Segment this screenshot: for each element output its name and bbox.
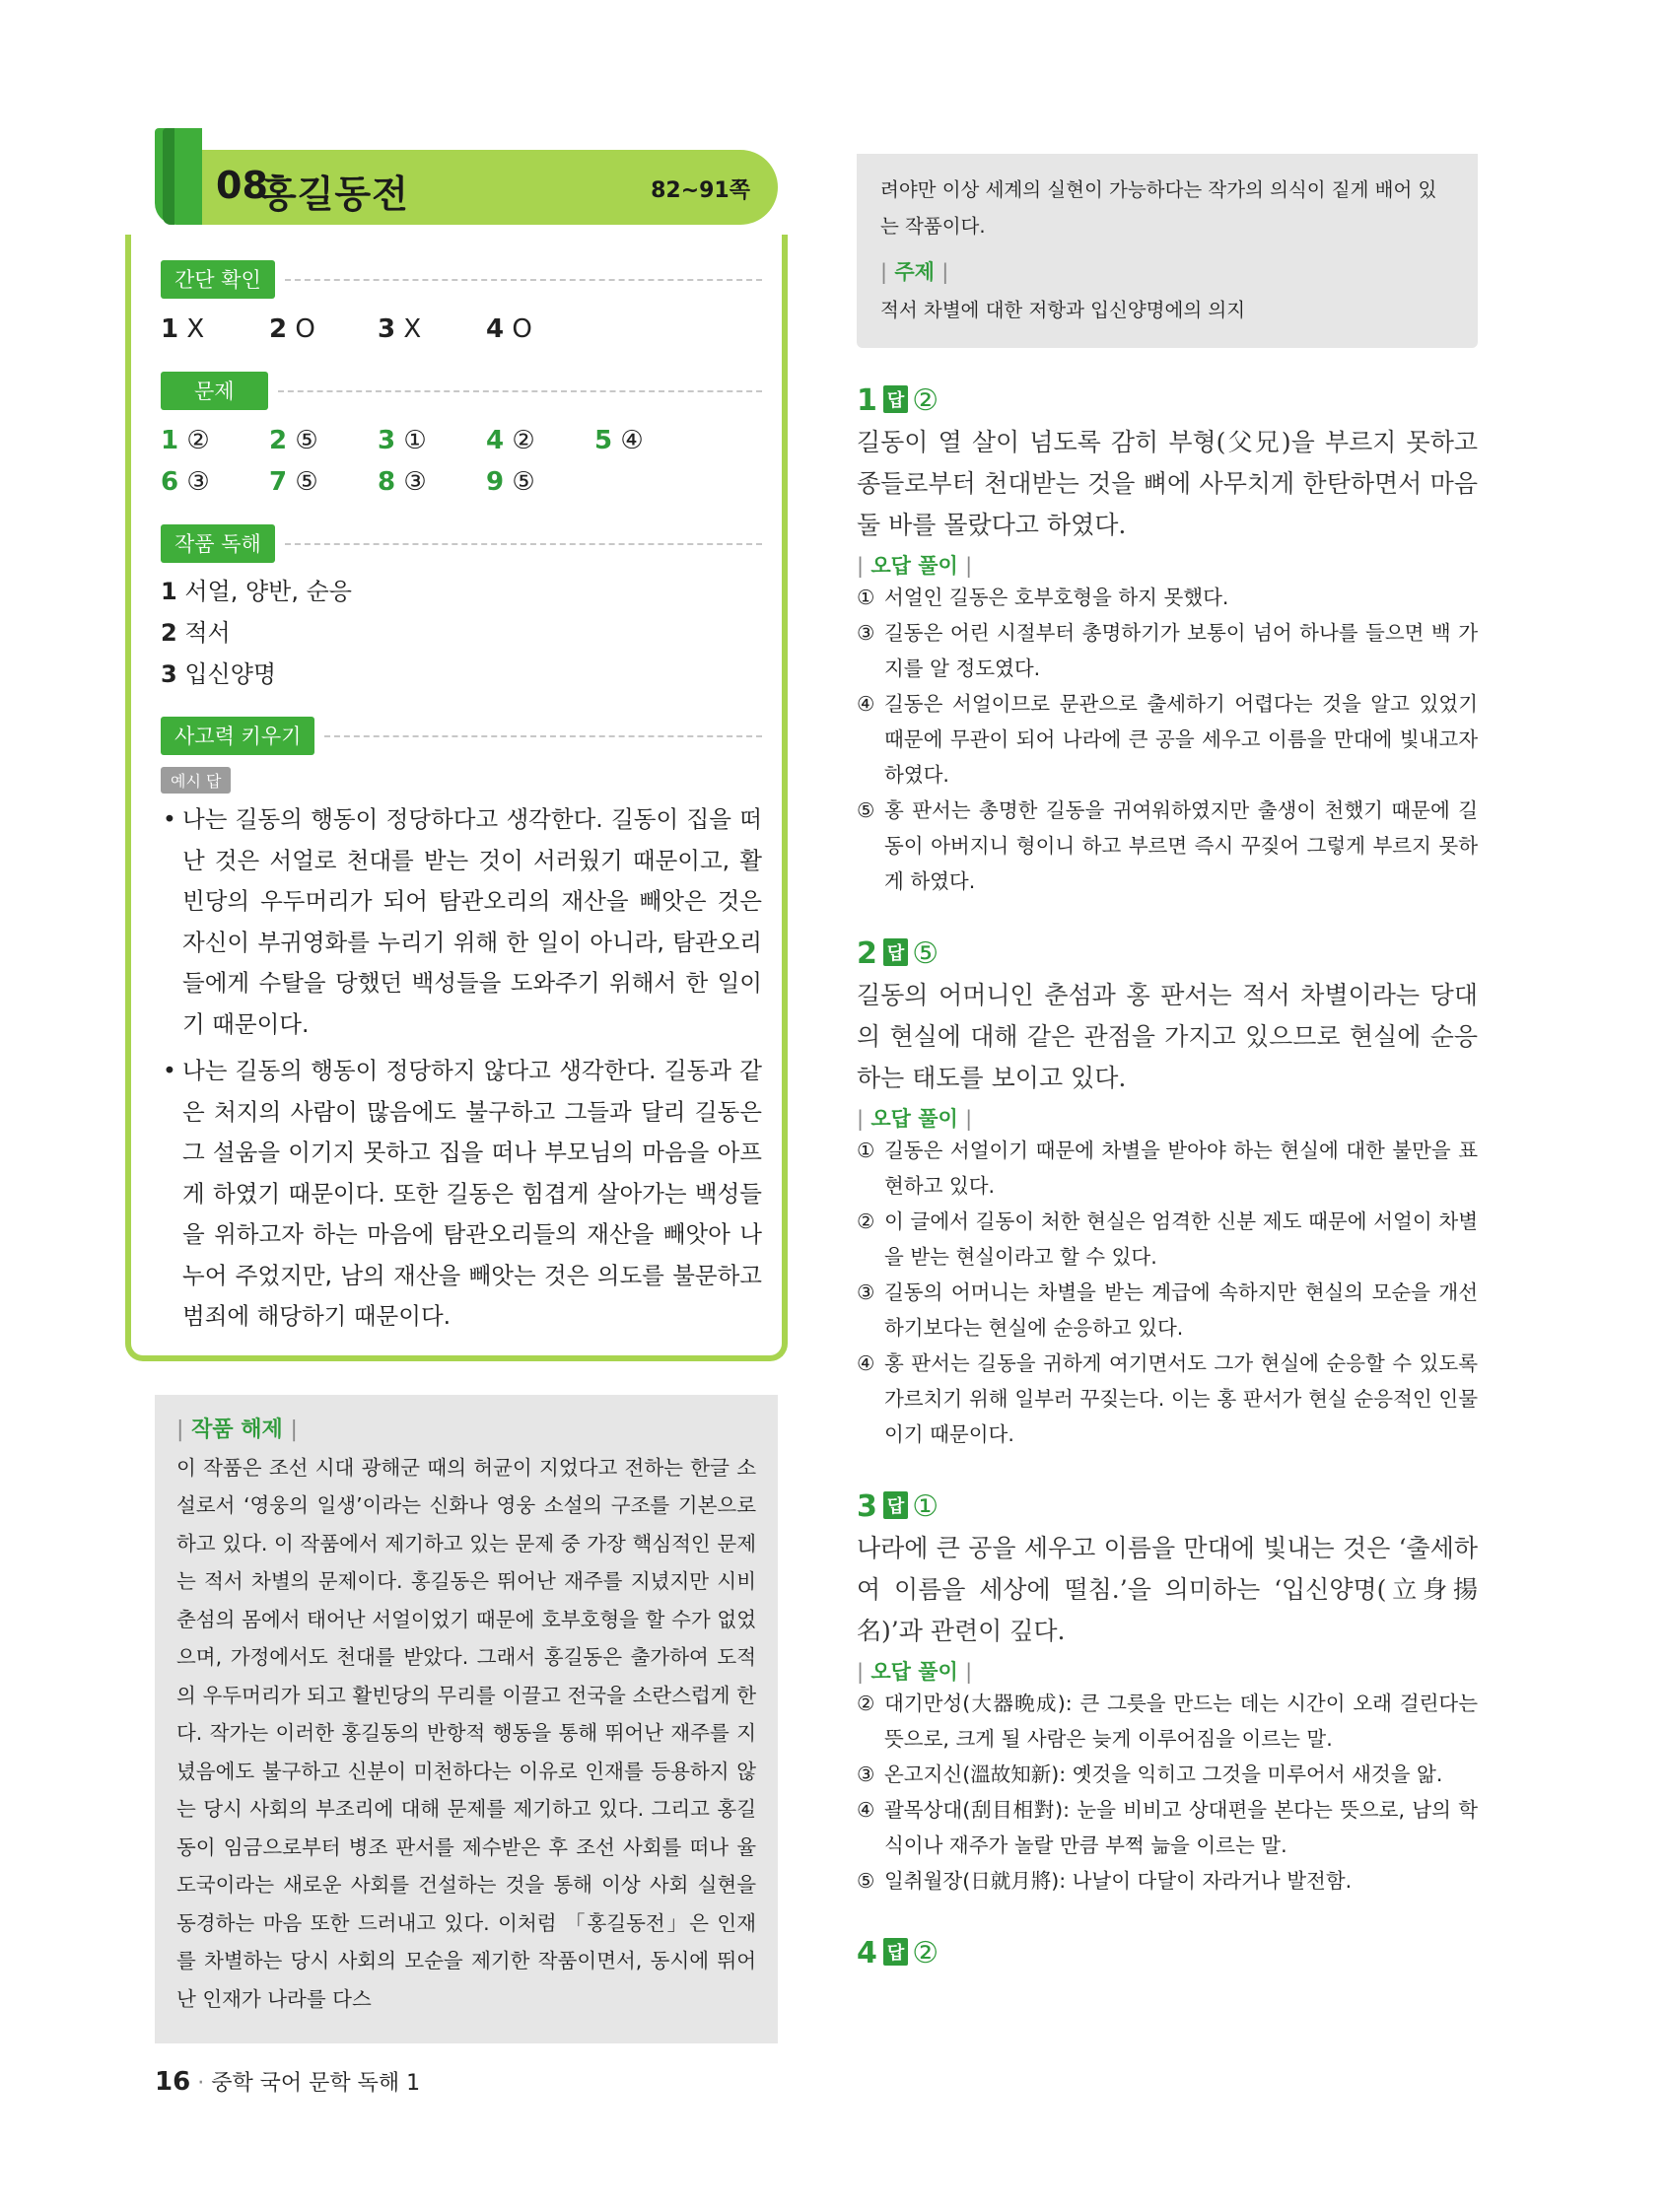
answer-item: 4 O: [486, 314, 532, 344]
wrong-option: ③ 온고지신(溫故知新): 옛것을 익히고 그것을 미루어서 새것을 앎.: [857, 1763, 1443, 1786]
problem-answers: [161, 420, 762, 503]
answer-item: 3 X: [378, 314, 422, 344]
wrong-option: ③ 길동은 어린 시절부터 총명하기가 보통이 넘어 하나를 들으면 백 가지를 알 정도였다.: [857, 621, 1478, 680]
question-header: 3 답 ①: [857, 1489, 939, 1524]
answer-item: 4 ②: [486, 426, 535, 455]
divider: [278, 390, 762, 392]
theme-text: 적서 차별에 대한 저항과 입신양명에의 의지: [880, 299, 1246, 321]
wrong-option: ④ 홍 판서는 길동을 귀하게 여기면서도 그가 현실에 순응할 수 있도록 가르치기 위해 일부러 꾸짖는다. 이는 홍 판서가 현실 순응적인 인물이기 때문이다.: [857, 1351, 1478, 1446]
answer-item: 7 ⑤: [269, 467, 318, 497]
wrong-option: ④ 괄목상대(刮目相對): 눈을 비비고 상대편을 본다는 뜻으로, 남의 학식이나 재주가 놀랄 만큼 부쩍 늚을 이르는 말.: [857, 1798, 1478, 1857]
book-title: 중학 국어 문학 독해 1: [211, 2071, 421, 2096]
divider: [324, 735, 762, 737]
answer-item: 3 ①: [378, 426, 427, 455]
wrong-option: ② 이 글에서 길동이 처한 현실은 엄격한 신분 제도 때문에 서얼이 차별을 받는 현실이라고 할 수 있다.: [857, 1210, 1478, 1269]
reading-header: [161, 524, 762, 563]
commentary-box: [155, 1395, 778, 2044]
wrong-answer-label: | 오답 풀이 |: [857, 554, 973, 578]
answer-mark: 답: [883, 385, 908, 413]
simple-check-answers: [161, 309, 762, 350]
answer-item: 1 X: [161, 314, 205, 344]
question-explanation: 길동의 어머니인 춘섬과 홍 판서는 적서 차별이라는 당대의 현실에 대해 같은 관점을 가지고 있으므로 현실에 순응하는 태도를 보이고 있다.: [857, 981, 1478, 1092]
divider: [285, 543, 762, 545]
answer-item: 2 O: [269, 314, 315, 344]
wrong-answer-label: | 오답 풀이 |: [857, 1660, 973, 1684]
answer-item: 8 ③: [378, 467, 427, 497]
wrong-option: ① 길동은 서얼이기 때문에 차별을 받아야 하는 현실에 대한 불만을 표현하고 있다.: [857, 1139, 1478, 1198]
question-header: 1 답 ②: [857, 383, 939, 418]
wrong-option: ⑤ 일취월장(日就月將): 나날이 다달이 자라거나 발전함.: [857, 1869, 1353, 1893]
thinking-label: 사고력 키우기: [161, 717, 314, 755]
answer-item: 9 ⑤: [486, 467, 535, 497]
commentary-label: | 작품 해제 |: [176, 1417, 298, 1442]
section-title: 홍길동전: [260, 173, 409, 216]
question-4: [857, 1936, 1478, 1970]
answer-item: 5 ④: [594, 426, 644, 455]
divider: [285, 279, 762, 281]
wrong-option: ④ 길동은 서얼이므로 문관으로 출세하기 어렵다는 것을 알고 있었기 때문에 무관이 되어 나라에 큰 공을 세우고 이름을 만대에 빛내고자 하였다.: [857, 692, 1478, 787]
wrong-option: ② 대기만성(大器晩成): 큰 그릇을 만드는 데는 시간이 오래 걸린다는 뜻으로, 크게 될 사람은 늦게 이루어짐을 이르는 말.: [857, 1692, 1478, 1751]
commentary-text: 이 작품은 조선 시대 광해군 때의 허균이 지었다고 전하는 한글 소설로서 ‘영웅의 일생’이라는 신화나 영웅 소설의 구조를 기본으로 하고 있다. 이 작품에서 제기하고 있는 문제 중 가장 핵심적인 문제는 적서 차별의 문제이다. 홍길동은 뛰어난 재주를 지녔지만 시비 춘섬의 몸에서 태어난 서얼이었기 때문에 호부호형을 할 수가 없었으며, 가정에서도 천대를 받았다. 그래서 홍길동은 출가하여 도적의 우두머리가 되고 활빈당의 무리를 이끌고 전국을 소란스럽게 한다. 작가는 이러한 홍길동의 반항적 행동을 통해 뛰어난 재주를 지녔음에도 불구하고 신분이 미천하다는 이유로 인재를 등용하지 않는 당시 사회의 부조리에 대해 문제를 제기하고 있다. 그리고 홍길동이 임금으로부터 병조 판서를 제수받은 후 조선 사회를 떠나 율도국이라는 새로운 사회를 건설하는 것을 통해 이상 사회 실현을 동경하는 마음 또한 드러내고 있다. 이처럼 「홍길동전」은 인재를 차별하는 당시 사회의 모순을 제기한 작품이면서, 동시에 뛰어난 인재가 나라를 다스: [176, 1455, 756, 2011]
question-3: [857, 1489, 1478, 1899]
answer-item: 2 적서: [161, 619, 231, 647]
answer-item: 3 입신양명: [161, 660, 277, 688]
reading-label: 작품 독해: [161, 524, 275, 563]
section-number: 08: [216, 164, 268, 207]
question-explanation: 길동이 열 살이 넘도록 감히 부형(父兄)을 부르지 못하고 종들로부터 천대받는 것을 뼈에 사무치게 한탄하면서 마음 둘 바를 몰랐다고 하였다.: [857, 428, 1478, 539]
page-footer: 16 · 중학 국어 문학 독해 1: [155, 2067, 421, 2097]
reading-answers: [161, 571, 762, 695]
answer-mark: 답: [883, 1938, 908, 1966]
question-header: 4 답 ②: [857, 1936, 939, 1970]
question-explanation: 나라에 큰 공을 세우고 이름을 만대에 빛내는 것은 ‘출세하여 이름을 세상에 떨침.’을 의미하는 ‘입신양명(立身揚名)’과 관련이 깊다.: [857, 1534, 1478, 1645]
question-1: [857, 383, 1478, 899]
sample-answer-badge: 예시 답: [161, 767, 231, 794]
theme-label: | 주제 |: [880, 260, 949, 284]
wrong-option: ③ 길동의 어머니는 차별을 받는 계급에 속하지만 현실의 모순을 개선하기보다는 현실에 순응하고 있다.: [857, 1280, 1478, 1340]
answer-mark: 답: [883, 1491, 908, 1519]
answer-mark: 답: [883, 938, 908, 966]
wrong-option: ① 서얼인 길동은 호부호형을 하지 못했다.: [857, 586, 1229, 609]
left-column: [155, 150, 778, 2043]
answer-item: 6 ③: [161, 467, 210, 497]
page-number: 16: [155, 2067, 191, 2097]
sample-answer-bullet: • 나는 길동의 행동이 정당하지 않다고 생각한다. 길동과 같은 처지의 사람이 많음에도 불구하고 그들과 달리 길동은 그 설움을 이기지 못하고 집을 떠나 부모님의 마음을 아프게 하였기 때문이다. 또한 길동은 힘겹게 살아가는 백성들을 위하고자 하는 마음에 탐관오리들의 재산을 빼앗아 나누어 주었지만, 남의 재산을 빼앗는 것은 의도를 불문하고 범죄에 해당하기 때문이다.: [161, 1051, 762, 1338]
wrong-option: ⑤ 홍 판서는 총명한 길동을 귀여워하였지만 출생이 천했기 때문에 길동이 아버지니 형이니 하고 부르면 즉시 꾸짖어 그렇게 부르지 못하게 하였다.: [857, 798, 1478, 893]
section-title-bar: [155, 150, 778, 225]
problems-label: 문제: [161, 372, 268, 410]
simple-check-header: [161, 260, 762, 299]
book-spine-icon: [163, 128, 174, 225]
answer-box: [125, 235, 788, 1361]
thinking-header: [161, 717, 762, 755]
answer-item: 1 ②: [161, 426, 210, 455]
answer-item: 1 서얼, 양반, 순응: [161, 578, 352, 605]
question-2: [857, 936, 1478, 1452]
simple-check-label: 간단 확인: [161, 260, 275, 299]
commentary-continued-text: 려야만 이상 세계의 실현이 가능하다는 작가의 의식이 짙게 배어 있는 작품이다.: [880, 178, 1437, 238]
answer-item: 2 ⑤: [269, 426, 318, 455]
wrong-answer-label: | 오답 풀이 |: [857, 1107, 973, 1131]
question-header: 2 답 ⑤: [857, 936, 939, 971]
problems-header: [161, 372, 762, 410]
commentary-continued-box: [857, 154, 1478, 348]
page-range: 82~91쪽: [651, 178, 750, 203]
sample-answer-bullet: • 나는 길동의 행동이 정당하다고 생각한다. 길동이 집을 떠난 것은 서얼로 천대를 받는 것이 서러웠기 때문이고, 활빈당의 우두머리가 되어 탐관오리의 재산을 빼앗은 것은 자신이 부귀영화를 누리기 위해 한 일이 아니라, 탐관오리들에게 수탈을 당했던 백성들을 도와주기 위해서 한 일이기 때문이다.: [161, 799, 762, 1045]
right-column: [857, 154, 1478, 1970]
